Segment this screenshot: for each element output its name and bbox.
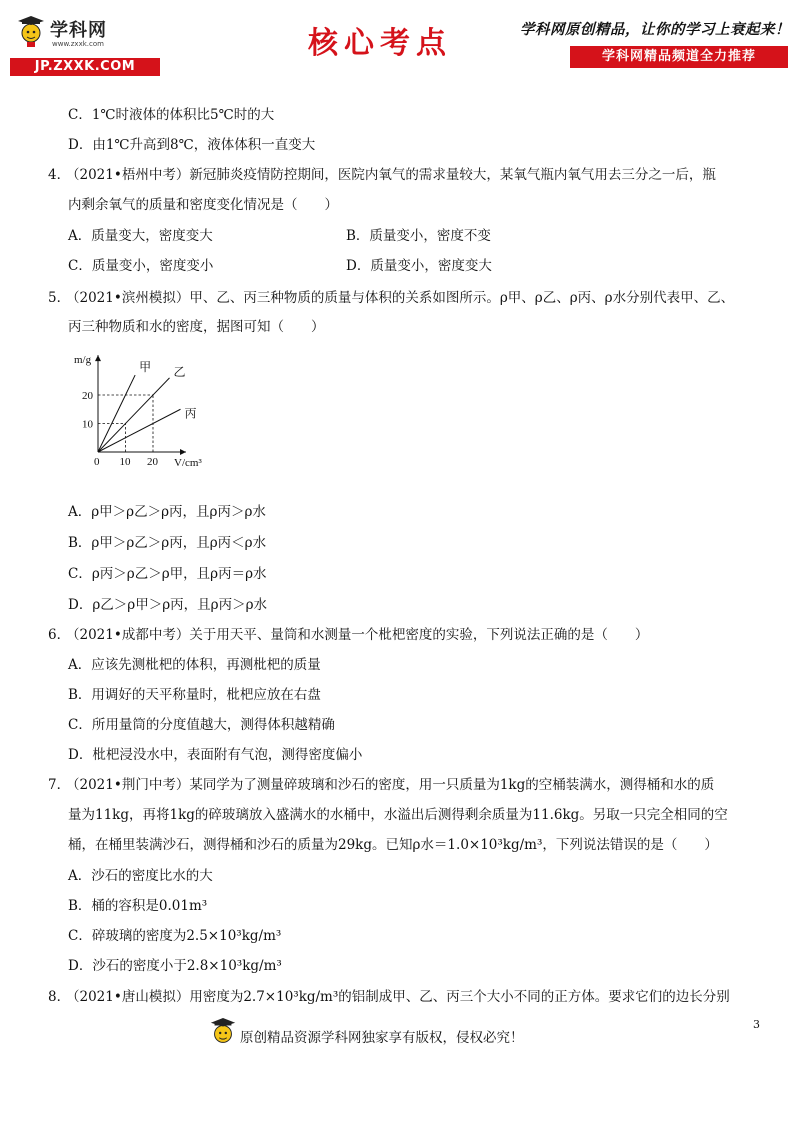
q4-stem-line1: （2021•梧州中考）新冠肺炎疫情防控期间，医院内氧气的需求量较大，某氧气瓶内氧气用去三分之一后，瓶 [66, 167, 716, 183]
q6-option-c: C．所用量筒的分度值越大，测得体积越精确 [68, 717, 335, 733]
header-slogan-bar: 学科网精品频道全力推荐 [570, 46, 788, 68]
q6-stem-line1: （2021•成都中考）关于用天平、量筒和水测量一个枇杷密度的实验，下列说法正确的是（ ） [66, 627, 649, 643]
q7-stem-line1: （2021•荆门中考）某同学为了测量碎玻璃和沙石的密度，用一只质量为1kg的空桶装满水，测得桶和水的质 [66, 777, 715, 793]
q3-option-d: D．由1℃升高到8℃，液体体积一直变大 [68, 137, 316, 153]
q7-stem-line3: 桶，在桶里装满沙石，测得桶和沙石的质量为29kg。已知ρ水＝1.0×10³kg/m³，下列说法错误的是（ ） [68, 837, 718, 853]
y-tick-label: 20 [82, 390, 93, 402]
q5-option-d: D．ρ乙＞ρ甲＞ρ丙，且ρ丙＞ρ水 [68, 597, 268, 613]
y-axis-arrow [95, 355, 101, 361]
q4-option-d: D．质量变小，密度变大 [346, 258, 492, 274]
q6-option-b: B．用调好的天平称量时，枇杷应放在右盘 [68, 687, 321, 703]
q4-stem-line2: 内剩余氧气的质量和密度变化情况是（ ） [68, 197, 338, 213]
q7-number: 7． [48, 777, 71, 793]
page-footer [0, 1012, 800, 1052]
logo-top [10, 10, 160, 54]
chart-plot-area [74, 354, 202, 469]
x-tick-label: 0 [94, 456, 100, 468]
q5-option-c: C．ρ丙＞ρ乙＞ρ甲，且ρ丙＝ρ水 [68, 566, 267, 582]
q8-number: 8． [48, 989, 71, 1005]
series-line [98, 375, 135, 452]
q7-stem-line2: 量为11kg，再将1kg的碎玻璃放入盛满水的水桶中，水溢出后测得剩余质量为11.6kg。另取一只完全相同的空 [68, 807, 728, 823]
q6-option-d: D．枇杷浸没水中，表面附有气泡，测得密度偏小 [68, 747, 363, 763]
q7-option-b: B．桶的容积是0.01m³ [68, 898, 208, 914]
x-tick-label: 20 [147, 456, 158, 468]
header-title: 核心考点 [308, 26, 452, 61]
q4-option-c: C．质量变小，密度变小 [68, 258, 214, 274]
q6-number: 6． [48, 627, 71, 643]
x-axis-label: V/cm³ [174, 457, 202, 469]
mascot-icon [210, 1018, 236, 1048]
x-axis-arrow [180, 449, 186, 455]
mass-volume-chart [68, 348, 288, 476]
y-tick-label: 10 [82, 418, 93, 431]
header-slogan: 学科网原创精品，让你的学习上衰起来！ [520, 22, 790, 38]
y-axis-label: m/g [74, 354, 92, 367]
series-label: 乙 [173, 364, 186, 379]
q5-option-b: B．ρ甲＞ρ乙＞ρ丙，且ρ丙＜ρ水 [68, 535, 267, 551]
zxxk-logo[interactable] [10, 10, 160, 72]
page-number: 3 [753, 1018, 760, 1031]
q4-option-b: B．质量变小，密度不变 [346, 228, 491, 244]
logo-bar: JP.ZXXK.COM [10, 58, 160, 76]
series-line [98, 409, 181, 452]
series-line [98, 378, 170, 452]
q5-option-a: A．ρ甲＞ρ乙＞ρ丙，且ρ丙＞ρ水 [68, 504, 266, 520]
q5-stem-line2: 丙三种物质和水的密度，据图可知（ ） [68, 319, 325, 335]
q4-number: 4． [48, 167, 71, 183]
q5-number: 5． [48, 290, 71, 306]
page-header [0, 0, 800, 80]
q7-option-c: C．碎玻璃的密度为2.5×10³kg/m³ [68, 928, 282, 944]
q7-option-a: A．沙石的密度比水的大 [68, 868, 213, 884]
x-tick-label: 10 [119, 456, 131, 468]
q6-option-a: A．应该先测枇杷的体积，再测枇杷的质量 [68, 657, 321, 673]
q8-stem-line1: （2021•唐山模拟）用密度为2.7×10³kg/m³的铝制成甲、乙、丙三个大小不同的正方体。要求它们的边长分别 [66, 989, 730, 1005]
logo-url: www.zxxk.com [52, 40, 104, 48]
q4-option-a: A．质量变大，密度变大 [68, 228, 213, 244]
series-label: 丙 [184, 406, 197, 421]
q5-stem-line1: （2021•滨州模拟）甲、乙、丙三种物质的质量与体积的关系如图所示。ρ甲、ρ乙、ρ丙、ρ水分别代表甲、乙、 [66, 290, 735, 306]
copyright-notice: 原创精品资源学科网独家享有版权，侵权必究！ [240, 1030, 524, 1046]
q3-option-c: C．1℃时液体的体积比5℃时的大 [68, 107, 275, 123]
q7-option-d: D．沙石的密度小于2.8×10³kg/m³ [68, 958, 282, 974]
mascot-icon [18, 16, 44, 48]
series-label: 甲 [139, 360, 152, 375]
logo-name: 学科网 [50, 20, 107, 41]
